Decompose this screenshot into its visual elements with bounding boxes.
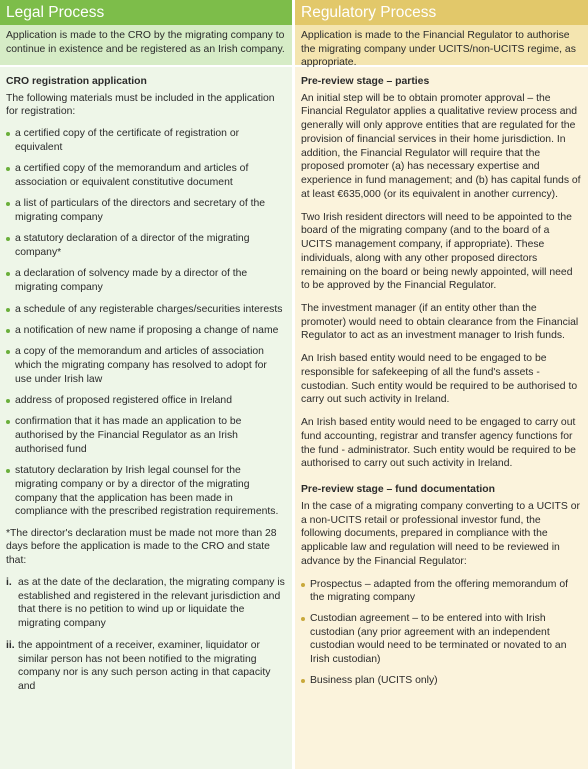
- investment-manager-paragraph: The investment manager (if an entity other than the promoter) would need to obtain clearance from the Financial Regulator to act as an investment manager to Irish funds.: [301, 303, 579, 342]
- bullet-icon: [6, 329, 10, 333]
- bullet-icon: [301, 583, 305, 587]
- list-item: i. as at the date of the declaration, the migrating company is established and registered in the relevant jurisdiction and that there is no petition to wind up or liquidate the migrating company: [6, 576, 285, 630]
- fund-documentation-title: Pre-review stage – fund documentation: [301, 484, 495, 496]
- bullet-icon: [6, 420, 10, 424]
- list-item: a certified copy of the memorandum and articles of association or equivalent constitutive document: [6, 162, 286, 189]
- bullet-icon: [6, 350, 10, 354]
- bullet-icon: [301, 679, 305, 683]
- list-item: Custodian agreement – to be entered into with Irish custodian (any prior agreement with an independent custodian would need to be terminated or novated to an Irish custodian): [301, 612, 582, 667]
- custodian-paragraph: An Irish based entity would need to be engaged to be responsible for safekeeping of all the fund's assets - custodian. Such entity would be required to be authorised to carry out such activity in Ireland.: [301, 353, 578, 406]
- bullet-icon: [6, 167, 10, 171]
- promoter-paragraph: An initial step will be to obtain promoter approval – the Financial Regulator applies a qualitative review process and generally will only approve entities that are regulated for the provision of financial services in their home jurisdiction. In addition, the Financial Regulator will require that the proposed promoter (a) has necessary expertise and experience in fund management; and (b) has capital funds of at least €635,000 (or its equivalent in another currency).: [301, 92, 581, 200]
- list-item: Prospectus – adapted from the offering memorandum of the migrating company: [301, 578, 582, 605]
- fund-documents-list: [301, 578, 582, 688]
- cro-section-title: CRO registration application: [6, 76, 147, 87]
- pre-review-parties-section: [295, 67, 588, 688]
- bullet-icon: [6, 202, 10, 206]
- list-item: a notification of new name if proposing a change of name: [6, 324, 286, 338]
- list-item: Business plan (UCITS only): [301, 674, 582, 688]
- cro-materials-list: [6, 127, 286, 519]
- list-item: statutory declaration by Irish legal counsel for the migrating company or by a director of the migrating company that the application has been made in compliance with the prescribed registration requirements.: [6, 464, 286, 519]
- list-item: a schedule of any registerable charges/securities interests: [6, 303, 286, 317]
- directors-paragraph: Two Irish resident directors will need to be appointed to the board of the migrating company (and to the board of a UCITS management company, if appropriate). These individuals, along with any other proposed directors remaining on the board or being newly appointed, will need to be approved by the Financial Regulator.: [301, 211, 573, 292]
- administrator-paragraph: An Irish based entity would need to be engaged to carry out fund accounting, registrar and transfer agency functions for the fund - administrator. Such entity would be required to be authorised to carry out such activity in Ireland.: [301, 417, 576, 470]
- list-item: a declaration of solvency made by a director of the migrating company: [6, 267, 286, 294]
- bullet-icon: [6, 469, 10, 473]
- legal-process-header: Legal Process: [0, 0, 292, 25]
- list-item: address of proposed registered office in Ireland: [6, 394, 286, 408]
- list-item: a copy of the memorandum and articles of association which the migrating company has resolved to adopt for use under Irish law: [6, 345, 286, 386]
- legal-process-column: [0, 0, 292, 769]
- bullet-icon: [6, 132, 10, 136]
- regulatory-process-column: [295, 0, 588, 769]
- declaration-conditions-list: [6, 576, 286, 694]
- bullet-icon: [6, 237, 10, 241]
- list-item: a list of particulars of the directors and secretary of the migrating company: [6, 197, 286, 224]
- bullet-icon: [6, 399, 10, 403]
- director-declaration-footnote: *The director's declaration must be made not more than 28 days before the application is made to the CRO and state that:: [6, 527, 277, 567]
- parties-section-title: Pre-review stage – parties: [301, 76, 430, 87]
- fund-documentation-lead: In the case of a migrating company converting to a UCITS or a non-UCITS retail or professional investor fund, the following documents, prepared in compliance with the applicable law and regulation will need to be reviewed in advance by the Financial Regulator:: [301, 500, 580, 567]
- cro-registration-section: [0, 67, 292, 694]
- list-item: a certified copy of the certificate of registration or equivalent: [6, 127, 286, 154]
- bullet-icon: [6, 308, 10, 312]
- list-item: confirmation that it has made an application to be authorised by the Financial Regulator as an Irish authorised fund: [6, 415, 286, 456]
- list-item: ii. the appointment of a receiver, examiner, liquidator or similar person has not been notified to the migrating company nor is any such person acting in that capacity and: [6, 639, 271, 692]
- list-item: a statutory declaration of a director of the migrating company*: [6, 232, 286, 259]
- regulatory-process-intro: Application is made to the Financial Regulator to authorise the migrating company under UCITS/non-UCITS regime, as appropriate.: [295, 25, 588, 67]
- bullet-icon: [6, 272, 10, 276]
- bullet-icon: [301, 617, 305, 621]
- cro-lead-text: The following materials must be included in the application for registration:: [6, 92, 275, 118]
- regulatory-process-header: Regulatory Process: [295, 0, 588, 25]
- legal-process-intro: Application is made to the CRO by the migrating company to continue in existence and be registered as an Irish company.: [0, 25, 292, 67]
